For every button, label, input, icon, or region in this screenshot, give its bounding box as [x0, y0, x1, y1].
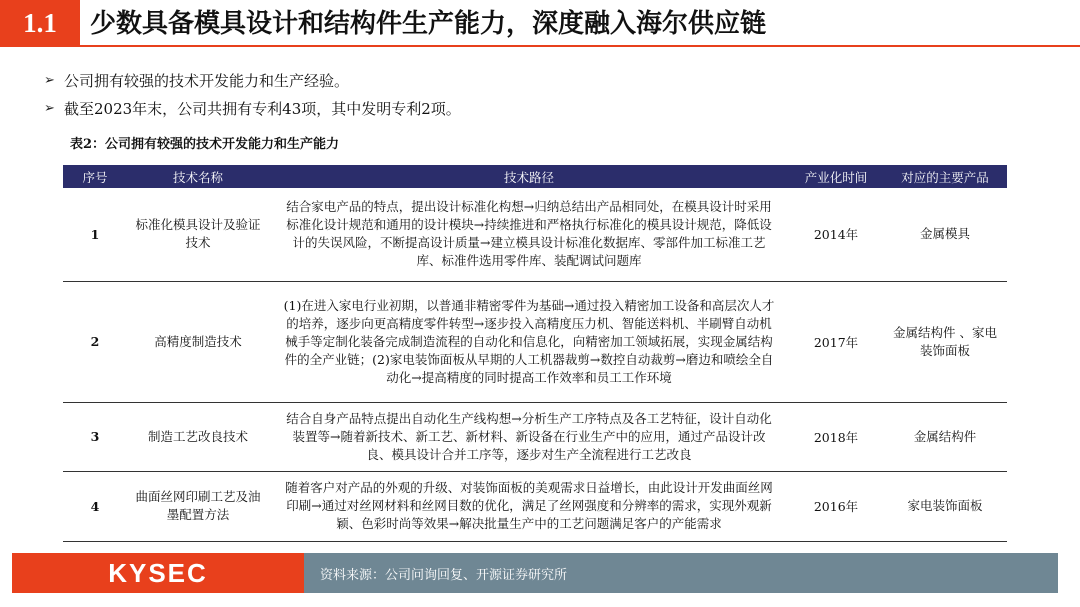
cell-name: 高精度制造技术 — [127, 281, 269, 402]
col-header-num: 序号 — [82, 169, 108, 185]
col-header-time: 产业化时间 — [804, 169, 868, 185]
bullet-text: 截至2023年末，公司共拥有专利43项，其中发明专利2项。 — [64, 99, 461, 118]
cell-product: 金属结构件 — [883, 402, 1007, 471]
company-logo — [12, 553, 304, 593]
cell-name: 曲面丝网印刷工艺及油墨配置方法 — [127, 471, 269, 541]
footer-bar — [0, 553, 1080, 593]
cell-product: 金属模具 — [883, 188, 1007, 281]
cell-product: 金属结构件 、家电装饰面板 — [883, 281, 1007, 402]
cell-time: 2017年 — [789, 281, 883, 402]
table-caption: 表2：公司拥有较强的技术开发能力和生产能力 — [70, 137, 340, 152]
table-row — [63, 281, 1007, 402]
col-header-name: 技术名称 — [172, 169, 223, 185]
col-header-product: 对应的主要产品 — [901, 169, 989, 185]
source-note: 资料来源：公司问询回复、开源证券研究所 — [304, 553, 1058, 593]
bullet-list — [44, 66, 461, 122]
cell-num: 2 — [63, 281, 127, 402]
cell-time: 2016年 — [789, 471, 883, 541]
bullet-item — [44, 94, 461, 122]
arrow-bullet-icon: ➢ — [44, 72, 55, 88]
bullet-text: 公司拥有较强的技术开发能力和生产经验。 — [64, 71, 350, 90]
cell-num: 1 — [63, 188, 127, 281]
header-divider — [0, 45, 1080, 47]
table-header-row — [63, 165, 1007, 188]
cell-path: 随着客户对产品的外观的升级、对装饰面板的美观需求日益增长，由此设计开发曲面丝网印刷→通过对丝网材料和丝网目数的优化，满足了丝网强度和分辨率的需求，实现外观新颖、色彩时尚等效果→解决批量生产中的工艺问题满足客户的产能需求 — [269, 471, 789, 541]
cell-path: (1)在进入家电行业初期，以普通非精密零件为基础→通过投入精密加工设备和高层次人才的培养，逐步向更高精度零件转型→逐步投入高精度压力机、智能送料机、半刷臂自动机械手等定制化装备完成制造流程的自动化和信息化，向精密加工领域拓展，实现金属结构件的全产业链；(2)家电装饰面板从早期的人工机器裁剪→数控自动裁剪→磨边和喷绘全自动化→提高精度的同时提高工作效率和员工工作环境 — [269, 281, 789, 402]
header-bar — [0, 0, 1080, 46]
table-row — [63, 471, 1007, 541]
section-number: 1.1 — [0, 0, 80, 46]
bullet-item — [44, 66, 461, 94]
logo-text: KYSEC — [108, 557, 208, 588]
cell-time: 2014年 — [789, 188, 883, 281]
cell-name: 制造工艺改良技术 — [127, 402, 269, 471]
cell-num: 4 — [63, 471, 127, 541]
cell-time: 2018年 — [789, 402, 883, 471]
tech-capability-table — [63, 165, 1007, 542]
cell-path: 结合家电产品的特点，提出设计标准化构想→归纳总结出产品相同处，在模具设计时采用标准化设计规范和通用的设计模块→持续推进和严格执行标准化的模具设计规范，降低设计的失误风险，不断提高设计质量→建立模具设计标准化数据库、零部件加工标准工艺库、标准件选用零件库、装配调试问题库 — [269, 188, 789, 281]
cell-product: 家电装饰面板 — [883, 471, 1007, 541]
arrow-bullet-icon: ➢ — [44, 100, 55, 116]
table-row — [63, 402, 1007, 471]
cell-name: 标准化模具设计及验证技术 — [127, 188, 269, 281]
cell-path: 结合自身产品特点提出自动化生产线构想→分析生产工序特点及各工艺特征，设计自动化装置等→随着新技术、新工艺、新材料、新设备在行业生产中的应用，通过产品设计改良、模具设计合并工序等，逐步对生产全流程进行工艺改良 — [269, 402, 789, 471]
cell-num: 3 — [63, 402, 127, 471]
table-row — [63, 188, 1007, 281]
col-header-path: 技术路径 — [503, 169, 554, 185]
page-title: 少数具备模具设计和结构件生产能力，深度融入海尔供应链 — [90, 9, 767, 39]
